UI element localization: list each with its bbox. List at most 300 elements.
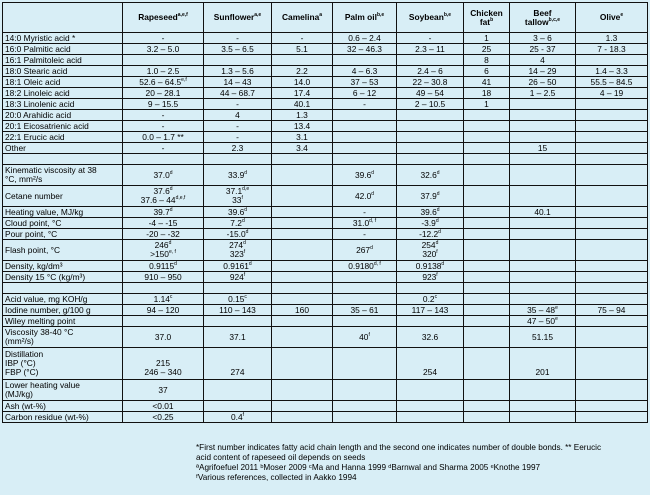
- table-cell: [576, 66, 648, 77]
- table-cell: [204, 186, 272, 207]
- cell-value: 41: [481, 76, 492, 87]
- cell-footnote-marker: d: [169, 186, 173, 193]
- table-cell: [123, 305, 204, 316]
- table-cell: [123, 186, 204, 207]
- table-cell: [576, 294, 648, 305]
- table-row: [3, 121, 648, 132]
- cell-value: 37.6: [153, 186, 170, 196]
- cell-value: -: [236, 131, 239, 142]
- row-label: 22:1 Erucic acid: [3, 132, 123, 143]
- table-cell: [204, 305, 272, 316]
- column-header-label: Rapeseed: [138, 12, 178, 22]
- table-cell: [464, 121, 510, 132]
- cell-value: 0.6 – 2.4: [348, 32, 381, 43]
- cell-footnote-marker: f: [243, 271, 246, 278]
- table-cell: [576, 33, 648, 44]
- table-cell: [397, 412, 464, 423]
- table-cell: [464, 327, 510, 348]
- cell-value: -3.9: [421, 217, 436, 228]
- cell-value: 15: [537, 142, 548, 153]
- cell-value: 2.4 – 6: [417, 65, 443, 76]
- table-row: [3, 294, 648, 305]
- table-cell: [397, 261, 464, 272]
- row-label: 18:2 Linoleic acid: [3, 88, 123, 99]
- table-cell: [464, 165, 510, 186]
- table-cell: [123, 412, 204, 423]
- table-row: [3, 186, 648, 207]
- table-cell: [204, 380, 272, 401]
- table-cell: [576, 412, 648, 423]
- cell-value: 3.2 – 5.0: [146, 43, 180, 54]
- table-cell: [272, 240, 333, 261]
- table-row: [3, 99, 648, 110]
- cell-value: -: [363, 228, 366, 239]
- table-cell: [333, 412, 397, 423]
- table-cell: [576, 207, 648, 218]
- table-cell: [464, 401, 510, 412]
- cell-value: 274: [230, 367, 245, 377]
- table-cell: [397, 240, 464, 261]
- row-label: Distillation IBP (°C) FBP (°C): [3, 348, 123, 380]
- table-cell: [333, 240, 397, 261]
- column-header-sup: a,e: [254, 12, 262, 19]
- cell-value: -: [161, 120, 165, 131]
- cell-value: 44 – 68.7: [220, 87, 255, 98]
- table-cell: [333, 186, 397, 207]
- table-cell: [204, 33, 272, 44]
- table-cell: [464, 283, 510, 294]
- cell-value: 924: [229, 271, 244, 282]
- table-cell: [464, 316, 510, 327]
- table-cell: [464, 272, 510, 283]
- cell-value: 2.2: [296, 65, 308, 76]
- cell-value: 4: [540, 54, 545, 65]
- cell-value: 8: [484, 54, 489, 65]
- table-cell: [464, 77, 510, 88]
- cell-value: 246 – 340: [144, 367, 182, 377]
- cell-value: 246: [154, 240, 169, 250]
- cell-footnote-marker: f: [241, 195, 243, 202]
- column-header-label: Sunflower: [213, 12, 255, 22]
- table-cell: [510, 110, 576, 121]
- cell-footnote-marker: d: [435, 217, 439, 224]
- table-cell: [576, 283, 648, 294]
- table-cell: [272, 327, 333, 348]
- table-cell: [333, 380, 397, 401]
- column-header-6: [464, 3, 510, 33]
- table-cell: [576, 401, 648, 412]
- table-cell: [272, 218, 333, 229]
- table-cell: [123, 88, 204, 99]
- table-cell: [333, 77, 397, 88]
- cell-value: 274: [229, 240, 244, 250]
- table-cell: [333, 154, 397, 165]
- cell-value: 2.3 – 11: [415, 43, 445, 54]
- table-cell: [272, 380, 333, 401]
- column-header-sup: b,e: [376, 12, 385, 19]
- cell-value: -4 – -15: [148, 217, 178, 228]
- cell-footnote-marker: d: [169, 169, 173, 176]
- cell-value: -15.0: [226, 228, 246, 239]
- table-cell: [510, 66, 576, 77]
- cell-value: 40: [359, 331, 369, 342]
- table-cell: [397, 327, 464, 348]
- table-cell: [333, 229, 397, 240]
- row-label: Kinematic viscosity at 38 °C, mm²/s: [3, 165, 123, 186]
- row-label: Ash (wt-%): [3, 401, 123, 412]
- row-label: Cloud point, °C: [3, 218, 123, 229]
- table-cell: [272, 316, 333, 327]
- table-cell: [123, 348, 204, 380]
- cell-value: 0.9115: [149, 260, 175, 271]
- cell-footnote-marker: d: [370, 244, 373, 251]
- cell-value: 254: [421, 240, 436, 250]
- table-cell: [576, 55, 648, 66]
- table-cell: [464, 33, 510, 44]
- table-cell: [464, 305, 510, 316]
- table-cell: [333, 132, 397, 143]
- table-cell: [464, 218, 510, 229]
- column-header-label: Camelina: [281, 12, 320, 22]
- row-label: Acid value, mg KOH/g: [3, 294, 123, 305]
- cell-value: 1.4 – 3.3: [595, 65, 628, 76]
- table-cell: [464, 66, 510, 77]
- properties-table: [2, 2, 648, 423]
- cell-footnote-marker: d: [245, 228, 249, 235]
- table-cell: [333, 327, 397, 348]
- column-header-sup: b,e: [443, 12, 452, 19]
- footnote-1: *First number indicates fatty acid chain length and the second one indicates number of double bonds. ** Eerucic acid content of rapeseed oil depends on seeds: [196, 443, 602, 462]
- table-body: [3, 33, 648, 423]
- table-cell: [510, 380, 576, 401]
- cell-footnote-marker: d: [436, 169, 440, 176]
- table-cell: [397, 186, 464, 207]
- table-cell: [333, 316, 397, 327]
- cell-value: 5.1: [296, 43, 308, 54]
- table-cell: [333, 99, 397, 110]
- table-row: [3, 240, 648, 261]
- table-cell: [204, 207, 272, 218]
- cell-footnote-marker: d: [435, 240, 439, 247]
- table-cell: [464, 261, 510, 272]
- row-label: 16:1 Palmitoleic acid: [3, 55, 123, 66]
- row-label: 18:0 Stearic acid: [3, 66, 123, 77]
- table-cell: [576, 88, 648, 99]
- table-cell: [510, 412, 576, 423]
- cell-footnote-marker: d: [244, 206, 248, 213]
- table-cell: [272, 165, 333, 186]
- cell-value: 55.5 – 84.5: [590, 76, 633, 87]
- table-cell: [397, 44, 464, 55]
- table-cell: [204, 165, 272, 186]
- cell-value: -: [236, 120, 239, 131]
- cell-value: 39.6: [420, 206, 437, 217]
- cell-value: 37.6 – 44: [140, 195, 176, 205]
- cell-value: 20 – 28.1: [145, 87, 181, 98]
- cell-value: 37.1: [225, 186, 243, 196]
- table-cell: [272, 143, 333, 154]
- table-cell: [123, 272, 204, 283]
- table-row: [3, 316, 648, 327]
- cell-value: 94 – 120: [146, 304, 180, 315]
- table-cell: [204, 88, 272, 99]
- cell-value: 40.1: [534, 206, 551, 217]
- row-label: Flash point, °C: [3, 240, 123, 261]
- table-cell: [510, 154, 576, 165]
- table-cell: [464, 132, 510, 143]
- cell-value: 1.0 – 2.5: [146, 65, 180, 76]
- table-cell: [397, 229, 464, 240]
- table-cell: [204, 154, 272, 165]
- table-cell: [397, 143, 464, 154]
- table-cell: [123, 240, 204, 261]
- table-cell: [272, 294, 333, 305]
- table-cell: [204, 272, 272, 283]
- table-cell: [397, 316, 464, 327]
- table-row: [3, 272, 648, 283]
- cell-value: -: [161, 109, 165, 120]
- cell-value: 267: [356, 244, 371, 255]
- table-cell: [576, 229, 648, 240]
- table-cell: [510, 121, 576, 132]
- table-cell: [123, 132, 204, 143]
- table-cell: [576, 305, 648, 316]
- table-cell: [272, 261, 333, 272]
- cell-value: 37: [158, 384, 168, 395]
- table-cell: [397, 110, 464, 121]
- table-cell: [204, 55, 272, 66]
- table-cell: [397, 272, 464, 283]
- cell-footnote-marker: d: [168, 240, 172, 247]
- table-row: [3, 261, 648, 272]
- table-cell: [272, 229, 333, 240]
- table-cell: [397, 88, 464, 99]
- table-row: [3, 77, 648, 88]
- table-cell: [510, 33, 576, 44]
- table-row: [3, 229, 648, 240]
- table-cell: [204, 143, 272, 154]
- table-cell: [123, 55, 204, 66]
- column-header-label: Chicken fat: [470, 7, 503, 27]
- table-cell: [204, 316, 272, 327]
- cell-value: 18: [481, 87, 492, 98]
- table-cell: [576, 272, 648, 283]
- row-label: 18:3 Linolenic acid: [3, 99, 123, 110]
- cell-value: 254: [423, 367, 437, 377]
- cell-value: 25 - 37: [529, 43, 556, 54]
- cell-value: 40.1: [293, 98, 311, 109]
- table-cell: [204, 401, 272, 412]
- row-label: Carbon residue (wt-%): [3, 412, 123, 423]
- cell-footnote-marker: d: [243, 240, 246, 247]
- table-cell: [397, 77, 464, 88]
- table-row: [3, 305, 648, 316]
- table-cell: [510, 143, 576, 154]
- table-cell: [510, 229, 576, 240]
- cell-value: 26 – 50: [528, 76, 557, 87]
- cell-footnote-marker: f: [436, 271, 438, 278]
- cell-value: 1.3: [605, 32, 618, 43]
- table-cell: [333, 88, 397, 99]
- cell-value: 14 – 43: [223, 76, 252, 87]
- cell-value: 110 – 143: [219, 304, 256, 315]
- table-cell: [333, 348, 397, 380]
- cell-value: 0.9138: [415, 260, 442, 271]
- cell-value: 52.6 – 64.5: [139, 76, 182, 87]
- column-header-sup: b: [490, 16, 494, 23]
- table-cell: [576, 110, 648, 121]
- cell-value: 14.0: [293, 76, 311, 87]
- table-cell: [123, 229, 204, 240]
- table-cell: [510, 401, 576, 412]
- table-cell: [123, 261, 204, 272]
- cell-value: 0.2: [422, 293, 435, 304]
- cell-value: 49 – 54: [416, 87, 444, 98]
- table-cell: [272, 207, 333, 218]
- table-cell: [333, 44, 397, 55]
- header-property: [3, 3, 123, 33]
- table-cell: [272, 154, 333, 165]
- table-cell: [272, 66, 333, 77]
- cell-value: 4: [235, 109, 240, 120]
- column-header-label: Palm oil: [344, 12, 377, 22]
- table-cell: [576, 99, 648, 110]
- row-label: Density 15 °C (kg/m³): [3, 272, 123, 283]
- table-cell: [576, 186, 648, 207]
- cell-value: 37.0: [154, 331, 172, 342]
- cell-value: >150: [150, 249, 169, 259]
- table-cell: [510, 261, 576, 272]
- table-cell: [272, 348, 333, 380]
- row-label: 20:0 Arahidic acid: [3, 110, 123, 121]
- cell-value: -12.2: [419, 228, 439, 239]
- table-cell: [510, 240, 576, 261]
- cell-value: -: [161, 142, 165, 153]
- table-cell: [272, 55, 333, 66]
- cell-value: -: [300, 32, 304, 43]
- cell-footnote-marker: e,f: [181, 76, 187, 83]
- table-cell: [272, 88, 333, 99]
- table-cell: [576, 218, 648, 229]
- table-cell: [576, 240, 648, 261]
- table-cell: [464, 55, 510, 66]
- table-cell: [333, 283, 397, 294]
- table-cell: [123, 218, 204, 229]
- table-cell: [510, 316, 576, 327]
- cell-value: 323: [229, 249, 244, 259]
- cell-footnote-marker: f: [436, 249, 438, 256]
- cell-footnote-marker: d: [174, 260, 177, 267]
- column-header-sup: a: [319, 12, 323, 19]
- column-header-sup: b,c,e: [548, 16, 561, 23]
- table-cell: [510, 44, 576, 55]
- cell-value: -: [363, 206, 366, 217]
- cell-value: -: [363, 98, 366, 109]
- table-cell: [204, 240, 272, 261]
- table-row: [3, 154, 648, 165]
- table-row: [3, 143, 648, 154]
- cell-value: 0.4: [230, 411, 243, 422]
- table-cell: [510, 272, 576, 283]
- table-cell: [204, 77, 272, 88]
- table-cell: [464, 154, 510, 165]
- table-cell: [204, 121, 272, 132]
- table-cell: [123, 99, 204, 110]
- cell-value: 1 – 2.5: [529, 87, 556, 98]
- row-label: Iodine number, g/100 g: [3, 305, 123, 316]
- column-header-1: [123, 3, 204, 33]
- cell-value: 3 – 6: [533, 32, 552, 43]
- table-cell: [397, 55, 464, 66]
- table-row: [3, 401, 648, 412]
- table-cell: [397, 401, 464, 412]
- header-row: [3, 3, 648, 33]
- table-cell: [123, 294, 204, 305]
- table-cell: [464, 229, 510, 240]
- table-cell: [576, 316, 648, 327]
- table-row: [3, 327, 648, 348]
- table-cell: [123, 33, 204, 44]
- row-label: 20:1 Eicosatrienic acid: [3, 121, 123, 132]
- table-row: [3, 380, 648, 401]
- cell-value: 7.2: [230, 217, 242, 228]
- table-cell: [272, 44, 333, 55]
- table-cell: [397, 154, 464, 165]
- cell-footnote-marker: e: [555, 304, 558, 311]
- cell-footnote-marker: c: [169, 293, 173, 300]
- table-cell: [464, 380, 510, 401]
- cell-value: 37.9: [420, 190, 437, 201]
- cell-value: 2.3: [231, 142, 244, 153]
- table-cell: [510, 218, 576, 229]
- cell-footnote-marker: d: [436, 190, 440, 197]
- table-row: [3, 110, 648, 121]
- table-cell: [204, 261, 272, 272]
- table-cell: [333, 33, 397, 44]
- table-cell: [397, 33, 464, 44]
- cell-value: 14 – 29: [528, 65, 557, 76]
- cell-value: 33: [232, 195, 242, 205]
- cell-value: 32 – 46.3: [347, 43, 382, 54]
- table-cell: [576, 154, 648, 165]
- table-cell: [397, 294, 464, 305]
- cell-value: 33.9: [227, 169, 245, 180]
- cell-value: 4 – 19: [599, 87, 624, 98]
- table-row: [3, 132, 648, 143]
- table-cell: [204, 283, 272, 294]
- cell-value: 37 – 53: [350, 76, 379, 87]
- cell-value: 0.15: [228, 293, 245, 304]
- cell-value: 47 – 50: [527, 315, 556, 326]
- table-cell: [333, 66, 397, 77]
- cell-value: -: [161, 32, 165, 43]
- table-cell: [123, 401, 204, 412]
- cell-value: 3.1: [296, 131, 308, 142]
- table-cell: [510, 99, 576, 110]
- row-label: Heating value, MJ/kg: [3, 207, 123, 218]
- cell-footnote-marker: d: [169, 206, 173, 213]
- footnotes: [196, 443, 616, 483]
- table-cell: [123, 207, 204, 218]
- table-cell: [333, 294, 397, 305]
- table-cell: [510, 55, 576, 66]
- row-label: [3, 283, 123, 294]
- table-cell: [333, 121, 397, 132]
- cell-value: 4 – 6.3: [351, 65, 378, 76]
- cell-value: 320: [422, 249, 437, 259]
- row-label: 18:1 Oleic acid: [3, 77, 123, 88]
- cell-footnote-marker: d,e,f: [175, 195, 186, 202]
